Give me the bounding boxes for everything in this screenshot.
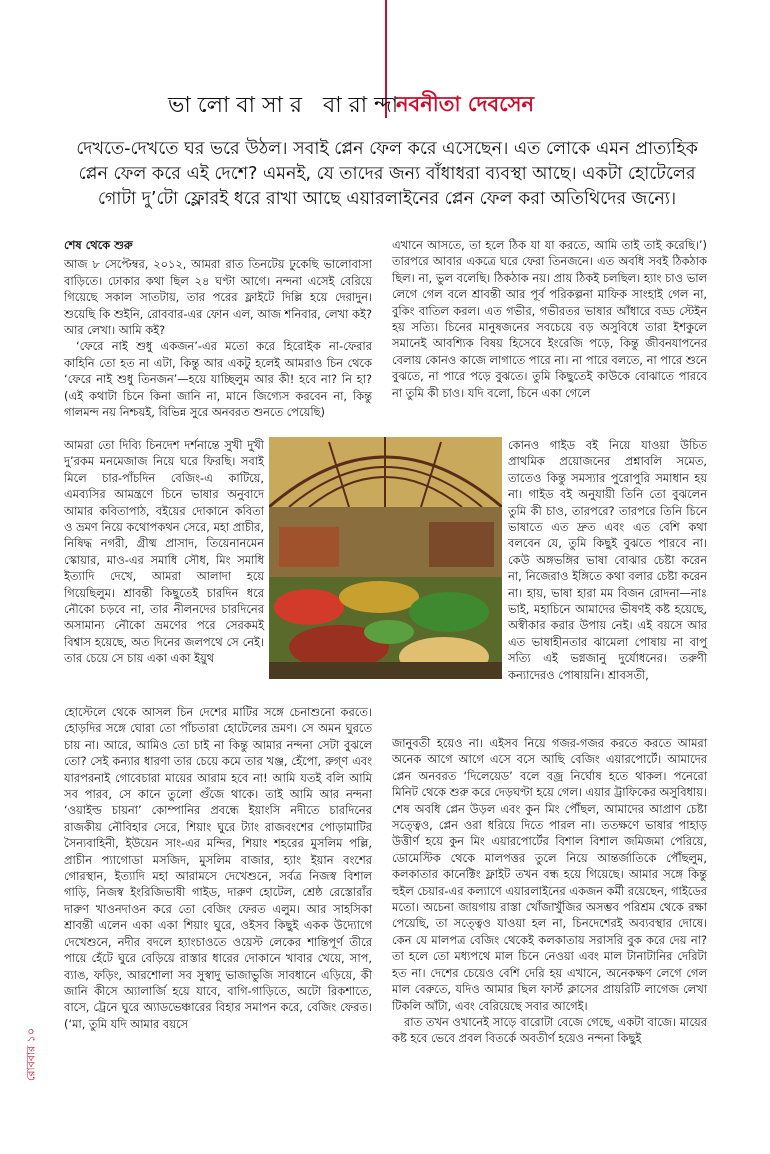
column-2-top — [392, 237, 707, 401]
paragraph: ‘ফেরে নাই শুধু একজন’-এর মতো করে হিরোইক না-ফেরার কাহিনি তো হত না এটা, কিন্তু আর একটু হলেই আমরাও চিন থেকে ‘ফেরে নাই শুধু তিনজন’—হয়ে যাচ্ছিলুম আর কী! হবে না? নি হা? (এই কথাটা চিনে কিনা জানি না, মানে জিগ্যেস করবেন না, কিন্তু গালমন্দ নয় নিশ্চয়ই, বিভিন্ন সুরে অনবরত শুনতে পেয়েছি) — [64, 339, 372, 420]
paragraph: জানুবতী হয়েও না। এইসব নিয়ে গজর-গজর করতে করতে আমরা অনেক আগে আগে এসে বসে আছি বেজিং এয়ারপোর্টে। আমাদের প্লেন অনবরত ‘দিলেয়েড’ বলে বজ্র নির্ঘোষ হতে থাকল। পনেরো মিনিট থেকে শুরু করে দেড়ঘণ্টা হয়ে গেল। এয়ার ট্রাফিকের অসুবিধায়। শেষ অবধি প্লেন উড়ল এবং কুন মিং পৌঁছল, আমাদের আপ্রাণ চেষ্টা সত্ত্বেও, প্লেন ওরা ধরিয়ে দিতে পারল না। ততক্ষণে ভাষার পাহাড় উত্তীর্ণ হয়ে কুন মিং এয়ারপোর্টের বিশাল বিশাল জমিজমা পেরিয়ে, ডোমেস্টিক থেকে মালপত্তর তুলে নিয়ে আন্তর্জাতিকে পৌঁছলুম, কলকাতার কানেক্টিং ফ্লাইট তখন বন্ধ হয়ে গিয়েছে। আমার সঙ্গে কিন্তু হুইল চেয়ার-এর কল্যাণে এয়ারলাইনের একজন কর্মী রয়েছেন, গাইডের মতো। অচেনা জায়গায় রাস্তা খোঁজাখুঁজির অসম্ভব পরিশ্রম থেকে রক্ষা পেয়েছি, তা সত্ত্বেও যাওয়া হল না, চিনদেশেরই অব্যবস্থার দোষে। কেন যে মালপত্র বেজিং থেকেই কলকাতায় সরাসরি বুক করে দেয় না? তা হলে তো মধ্যপথে মাল চিনে নেওয়া এবং মাল টানাটানির দেরিটা হত না। দেশের চেয়েও বেশি দেরি হয় এখানে, অনেকক্ষণ লেগে গেল মাল বেরুতে, যদিও আমার ছিল ফার্স্ট ক্লাসের প্রায়রিটি লাগেজ লেখা টিকলি আঁটা, এবং বেরিয়েছে সবার আগেই। — [392, 736, 707, 1013]
column-1-wrap — [64, 437, 264, 667]
paragraph: কোনও গাইড বই নিয়ে যাওয়া উচিত প্রাথমিক প্রয়োজনের প্রশ্নাবলি সমেত, তাতেও কিন্তু সমস্যার পুরোপুরি সমাধান হয় না। গাইড বই অনুযায়ী তিনি তো বুঝলেন তুমি কী চাও, তারপরে? তারপরে তিনি চিনে ভাষাতে এত দ্রুত এবং এত বেশি কথা বলবেন যে, তুমি কিছুই বুঝতে পারবে না। কেউ অঙ্গভঙ্গির ভাষা বোঝার চেষ্টা করেন না, নিজেরাও ইঙ্গিতে কথা বলার চেষ্টা করেন না। হায়, ভাষা হারা মম বিজন রোদনা—নাঃ ভাই, মহাচিনে আমাদের ভীষণই কষ্ট হয়েছে, অস্বীকার করার উপায় নেই। এই বয়সে আর এত ভাষাহীনতার ঝামেলা পোষায় না বাপু সত্যি এই ভগ্নজানু দুর্যোধনের। তরুণী কন্যাদেরও পোষায়নি। শ্রাবসতী, — [508, 438, 707, 682]
intro-paragraph: দেখতে-দেখতে ঘর ভরে উঠল। সবাই প্লেন ফেল করে এসেছেন। এত লোকে এমন প্রাত্যহিক প্লেন ফেল করে এই দেশে? এমনই, যে তাদের জন্য বাঁধাধরা ব্যবস্থা আছে। একটা হোটেলের গোটা দু’টো ফ্লোরই ধরে রাখা আছে এয়ারলাইনের প্লেন ফেল করা অতিথিদের জন্যে। — [76, 139, 698, 209]
market-photo — [269, 437, 502, 679]
column-2-wrap — [508, 437, 707, 683]
column-1-bottom — [64, 704, 372, 1032]
author-name: নবনীতা দেবসেন — [396, 92, 535, 116]
page-folio — [22, 985, 42, 1125]
column-2-bottom — [392, 735, 707, 1047]
paragraph: হোস্টেলে থেকে আসল চিন দেশের মাটির সঙ্গে চেনাশুনো করতে। হোড়দির সঙ্গে ঘোরা তো পাঁচতারা হোটেলের ভ্রমণ। সে অমন ঘুরতে চায় না। আরে, আমিও তো চাই না কিন্তু আমার নন্দনা সেটা বুঝলে তো? সেই কন্যার ধারণা তার চেয়ে কমে তার খঞ্জ, হেঁপো, রুগ্‌ণ এবং যারপরনাই গোবেচারা মায়ের আরাম হবে না! আমি যতই বলি আমি সব পারব, সে কানে তুলো গুঁজে থাকে। তাই আমি আর নন্দনা ‘ওয়াইল্ড চায়না’ কোম্পানির প্রবন্ধে ইয়াংসি নদীতে চারদিনের রাজকীয় নৌবিহার সেরে, শিয়াং ঘুরে ট্যাং রাজবংশের পোড়ামাটির সৈন্যবাহিনী, ইউয়েন সাং-এর মন্দির, শিয়াং শহরের মুসলিম পল্লি, প্রাচীন প্যাগোডা মসজিদ, মুসলিম বাজার, হ্যাং ইয়ান বংশের গোরস্থান, ইত্যাদি মহা আরামসে দেখেশুনে, সর্বত্র নিজস্ব বিশাল গাড়ি, নিজস্ব ইংরিজিভাষী গাইড, দারুণ হোটেল, শ্রেষ্ঠ রেস্তোরাঁর দারুণ খাওনদাওন করে তো বেজিং ফেরত এলুম। আর সাহসিকা শ্রাবন্তী এলেন একা একা শিয়াং ঘুরে, ওইসব কিছুই একক উদ্যোগে দেখেশুনে, নদীর বদলে হ্যাংচাওতে ওয়েস্ট লেকের শান্তিপূর্ণ তীরে পায়ে হেঁটে ঘুরে বেড়িয়ে রাস্তার ধারের দোকানে খাবার খেয়ে, সাপ, ব্যাঙ, ফড়িং, আরশোলা সব সুস্বাদু ভাজাভুজি সাবধানে এড়িয়ে, কী জানি কীসে অ্যালার্জি হয়ে যাবে, বাগি-গাড়িতে, অটো রিকশাতে, বাসে, ট্রেনে ঘুরে অ্যাডভেঞ্চারের বিহার সমাপন করে, বেজিং ফেরত। (‘মা, তুমি যদি আমার বয়সে — [64, 705, 372, 1031]
paragraph: আজ ৮ সেপ্টেম্বর, ২০১২, আমরা রাত তিনটেয় ঢুকেছি ভালোবাসা বাড়িতে। ঢোকার কথা ছিল ২৪ ঘণ্টা আগে। নন্দনা এসেই বেরিয়ে গিয়েছে সকাল সাতটায়, তার পরের ফ্লাইটে দিল্লি হয়ে দেরাদুন। শুয়েছি কি শুইনি, রোববার-এর ফোন এল, আজ শনিবার, লেখা কই? আর লেখা। আমি কই? — [64, 257, 372, 338]
paragraph: রাত তখন ওখানেই সাড়ে বারোটা বেজে গেছে, একটা বাজে। মায়ের কষ্ট হবে ভেবে প্রবল বিতর্কে অবতীর্ণ হয়েও নন্দনা কিছুই — [392, 1014, 707, 1046]
column-1-top — [64, 237, 372, 420]
series-title: ভালোবাসার বারান্দা — [168, 93, 406, 118]
folio-text: রোববার ১০ — [24, 1028, 38, 1081]
paragraph: এখানে আসতে, তা হলে ঠিক যা যা করতে, আমি তাই তাই করেছি।’) তারপরে আবার একত্রে ঘরে ফেরা তিনজনে। এত অবধি সবই ঠিকঠাক ছিল। না, ভুল বলেছি। ঠিকঠাক নয়। প্রায় ঠিকই চলছিল। হ্যাং চাও ভাল লেগে গেল বলে শ্রাবন্তী আর পূর্ব পরিকল্পনা মাফিক সাংহাই গেল না, বুকিং বাতিল করল। এত গভীর, গভীরতর ভাষার আঁধারে বড্ড স্টেইন হয় সত্যি। চিনের মানুষজনের সবচেয়ে বড় অসুবিধে তারা ইশকুলে সমানেই আবশ্যিক বিষয় হিসেবে ইংরেজি পড়ে, কিন্তু জীবনযাপনের বেলায় কোনও কাজে লাগাতে পারে না। না পারে বলতে, না পারে শুনে বুঝতে, না পারে পড়ে বুঝতে। তুমি কিছুতেই কাউকে বোঝাতে পারবে না তুমি কী চাও। যদি বলো, চিনে একা গেলে — [392, 238, 707, 400]
section-subhead: শেষ থেকে শুরু — [64, 238, 133, 252]
paragraph: আমরা তো দিব্যি চিনদেশ দর্শনান্তে সুখী দুখী দু’রকম মনমেজাজ নিয়ে ঘরে ফিরছি। সবাই মিলে চার-পাঁচদিন বেজিং-এ কাটিয়ে, এমব্যসির আমন্ত্রণে চিনে ভাষার অনুবাদে আমার কবিতাপাঠ, বইয়ের দোকানে কবিতা ও ভ্রমণ নিয়ে কথোপকথন সেরে, মহা প্রাচীর, নিষিদ্ধ নগরী, গ্রীষ্ম প্রাসাদ, তিয়েনানমেন স্কোয়ার, মাও-এর সমাধি সৌধ, মিং সমাধি ইত্যাদি দেখে, আমরা আলাদা হয়ে গিয়েছিলুম। শ্রাবন্তী কিছুতেই চারদিন ধরে নৌকো চড়বে না, তার নীলনদের চারদিনের অসামান্য নৌকো ভ্রমণের পরে সেরকমই বিশ্বাস হয়েছে, অত দিনের জলপথে সে নেই। তার চেয়ে সে চায় একা একা ইয়ুথ — [64, 438, 264, 666]
